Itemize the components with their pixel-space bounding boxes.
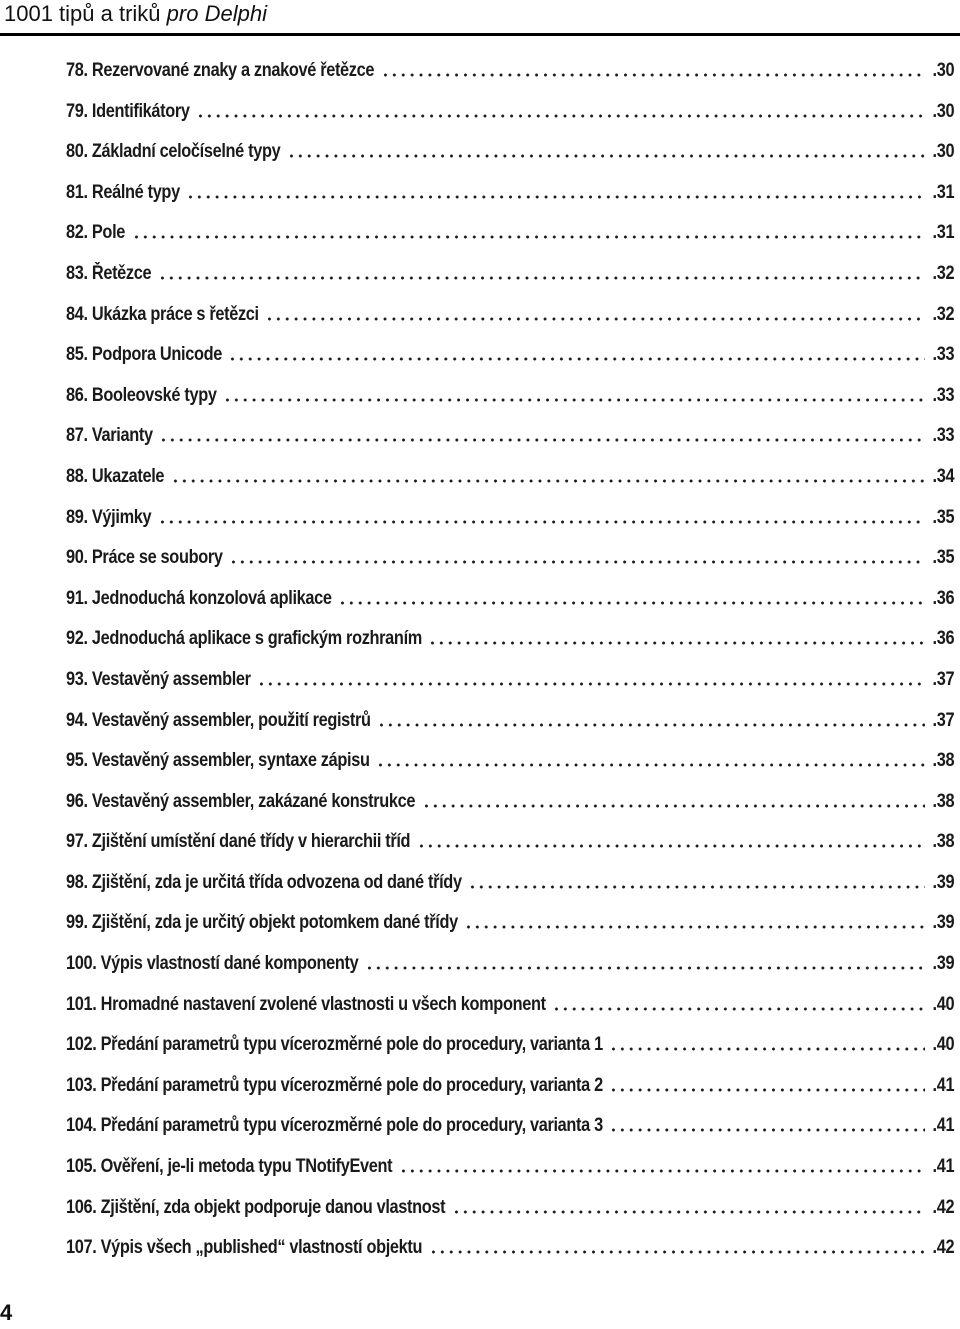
table-of-contents (66, 56, 954, 1274)
toc-entry-page: .41 (932, 1156, 954, 1178)
dot-leader (468, 870, 925, 890)
dot-leader (381, 58, 925, 78)
dot-leader (229, 545, 925, 565)
toc-entry-label: 80. Základní celočíselné typy (66, 141, 281, 163)
toc-entry-page: .35 (932, 547, 954, 569)
toc-entry-page: .33 (932, 344, 954, 366)
toc-entry (66, 381, 954, 422)
toc-entry-label-wrap (66, 1034, 603, 1056)
book-title-italic: pro Delphi (166, 1, 267, 26)
toc-entry-label-wrap (66, 669, 251, 691)
toc-entry-label: 104. Předání parametrů typu vícerozměrné pole do procedury, varianta 3 (66, 1115, 603, 1137)
toc-entry-label-wrap (66, 831, 411, 853)
toc-entry-label-wrap (66, 994, 546, 1016)
toc-entry (66, 1030, 954, 1071)
toc-entry-page: .37 (932, 709, 954, 731)
toc-entry-label-wrap (66, 872, 462, 894)
dot-leader (158, 505, 925, 525)
toc-entry (66, 56, 954, 97)
toc-entry-label: 87. Varianty (66, 425, 153, 447)
toc-entry (66, 462, 954, 503)
toc-entry-page: .36 (932, 628, 954, 650)
toc-entry (66, 868, 954, 909)
toc-entry-label-wrap (66, 507, 152, 529)
toc-entry-page: .38 (932, 790, 954, 812)
dot-leader (287, 139, 925, 159)
toc-entry-label: 95. Vestavěný assembler, syntaxe zápisu (66, 750, 370, 772)
toc-entry-page: .38 (932, 750, 954, 772)
toc-entry-label-wrap (66, 425, 153, 447)
dot-leader (422, 789, 925, 809)
toc-entry-page: .32 (932, 262, 954, 284)
toc-entry-page: .41 (932, 1074, 954, 1096)
toc-entry-page: .33 (932, 425, 954, 447)
toc-entry-page: .37 (932, 668, 954, 690)
toc-entry (66, 137, 954, 178)
toc-entry-label-wrap (66, 182, 180, 204)
toc-entry-label: 84. Ukázka práce s řetězci (66, 303, 259, 325)
toc-entry-label-wrap (66, 263, 152, 285)
toc-entry (66, 908, 954, 949)
dot-leader (609, 1032, 925, 1052)
toc-entry-label-wrap (66, 344, 222, 366)
dot-leader (223, 383, 925, 403)
toc-entry-label-wrap (66, 912, 458, 934)
toc-entry (66, 259, 954, 300)
toc-entry-label: 96. Vestavěný assembler, zakázané konstrukce (66, 790, 416, 812)
toc-entry-label: 105. Ověření, je-li metoda typu TNotifyEvent (66, 1156, 393, 1178)
toc-entry-label-wrap (66, 588, 332, 610)
toc-entry-label: 86. Booleovské typy (66, 384, 217, 406)
toc-entry-label-wrap (66, 547, 223, 569)
dot-leader (265, 302, 925, 322)
toc-entry (66, 1152, 954, 1193)
toc-entry (66, 218, 954, 259)
toc-entry-label: 79. Identifikátory (66, 100, 190, 122)
toc-entry (66, 543, 954, 584)
page-number: 4 (0, 1300, 13, 1325)
toc-entry-label-wrap (66, 953, 359, 975)
dot-leader (159, 423, 925, 443)
toc-entry-label: 101. Hromadné nastavení zvolené vlastnosti u všech komponent (66, 993, 546, 1015)
toc-entry (66, 1071, 954, 1112)
toc-entry (66, 503, 954, 544)
toc-entry-page: .39 (932, 912, 954, 934)
toc-entry-page: .32 (932, 303, 954, 325)
dot-leader (452, 1195, 925, 1215)
dot-leader (171, 464, 925, 484)
toc-entry-label-wrap (66, 628, 422, 650)
toc-entry (66, 827, 954, 868)
toc-entry-label: 97. Zjištění umístění dané třídy v hierarchii tříd (66, 831, 411, 853)
toc-entry-page: .35 (932, 506, 954, 528)
dot-leader (186, 180, 925, 200)
dot-leader (464, 910, 925, 930)
toc-entry-label-wrap (66, 1075, 603, 1097)
dot-leader (158, 261, 925, 281)
toc-entry (66, 746, 954, 787)
toc-entry-label: 102. Předání parametrů typu vícerozměrné pole do procedury, varianta 1 (66, 1034, 603, 1056)
toc-entry-label: 81. Reálné typy (66, 181, 180, 203)
toc-entry-page: .34 (932, 465, 954, 487)
toc-entry-label-wrap (66, 466, 165, 488)
toc-entry (66, 300, 954, 341)
dot-leader (417, 829, 925, 849)
toc-entry (66, 787, 954, 828)
toc-entry-page: .42 (932, 1196, 954, 1218)
dot-leader (609, 1113, 925, 1133)
toc-entry-page: .30 (932, 100, 954, 122)
dot-leader (132, 220, 925, 240)
toc-entry (66, 340, 954, 381)
toc-entry-page: .39 (932, 871, 954, 893)
toc-entry-page: .31 (932, 222, 954, 244)
toc-entry (66, 1111, 954, 1152)
toc-entry-label: 91. Jednoduchá konzolová aplikace (66, 587, 332, 609)
toc-entry (66, 1233, 954, 1274)
toc-entry-label-wrap (66, 101, 190, 123)
toc-entry-label: 94. Vestavěný assembler, použití registrů (66, 709, 371, 731)
toc-entry (66, 949, 954, 990)
toc-entry-page: .33 (932, 384, 954, 406)
toc-entry-label-wrap (66, 1115, 603, 1137)
header-rule (0, 33, 960, 36)
toc-entry-page: .40 (932, 993, 954, 1015)
dot-leader (399, 1154, 925, 1174)
toc-entry-label-wrap (66, 791, 416, 813)
toc-entry-label-wrap (66, 222, 126, 244)
toc-entry-label-wrap (66, 60, 375, 82)
toc-entry (66, 1193, 954, 1234)
dot-leader (429, 1235, 925, 1255)
toc-entry-label: 83. Řetězce (66, 262, 152, 284)
toc-entry-label-wrap (66, 1237, 423, 1259)
toc-entry-page: .41 (932, 1115, 954, 1137)
toc-entry-label: 78. Rezervované znaky a znakové řetězce (66, 60, 375, 81)
toc-entry-label-wrap (66, 750, 370, 772)
dot-leader (376, 748, 925, 768)
dot-leader (552, 992, 925, 1012)
toc-entry-label-wrap (66, 710, 371, 732)
toc-entry (66, 421, 954, 462)
book-title (4, 1, 267, 27)
toc-entry-label: 85. Podpora Unicode (66, 344, 222, 366)
toc-entry-label: 98. Zjištění, zda je určitá třída odvozena od dané třídy (66, 871, 462, 893)
toc-entry-page: .40 (932, 1034, 954, 1056)
toc-entry-page: .39 (932, 953, 954, 975)
toc-entry-label-wrap (66, 385, 217, 407)
toc-entry-label: 103. Předání parametrů typu vícerozměrné pole do procedury, varianta 2 (66, 1074, 603, 1096)
toc-entry-page: .30 (932, 141, 954, 163)
dot-leader (257, 667, 925, 687)
dot-leader (365, 951, 925, 971)
toc-entry-label-wrap (66, 1156, 393, 1178)
toc-entry-label: 100. Výpis vlastností dané komponenty (66, 953, 359, 975)
toc-entry-page: .38 (932, 831, 954, 853)
toc-entry-label: 89. Výjimky (66, 506, 152, 528)
toc-entry-label-wrap (66, 304, 259, 326)
toc-entry-page: .30 (932, 60, 954, 81)
toc-entry-label: 88. Ukazatele (66, 465, 165, 487)
toc-entry (66, 178, 954, 219)
toc-entry (66, 624, 954, 665)
book-title-main: 1001 tipů a triků (4, 1, 167, 26)
toc-entry (66, 97, 954, 138)
dot-leader (338, 586, 925, 606)
dot-leader (228, 342, 925, 362)
toc-entry-label: 107. Výpis všech „published“ vlastností objektu (66, 1237, 423, 1259)
toc-entry-label-wrap (66, 1197, 446, 1219)
toc-entry (66, 706, 954, 747)
toc-entry (66, 665, 954, 706)
toc-entry-page: .36 (932, 587, 954, 609)
toc-entry-page: .42 (932, 1237, 954, 1259)
dot-leader (609, 1073, 925, 1093)
toc-entry (66, 990, 954, 1031)
toc-entry-label: 92. Jednoduchá aplikace s grafickým rozhraním (66, 628, 422, 650)
page-header (0, 0, 960, 36)
dot-leader (196, 99, 925, 119)
dot-leader (428, 626, 925, 646)
toc-entry-page: .31 (932, 181, 954, 203)
toc-entry-label: 99. Zjištění, zda je určitý objekt potomkem dané třídy (66, 912, 458, 934)
toc-entry-label: 106. Zjištění, zda objekt podporuje danou vlastnost (66, 1196, 446, 1218)
toc-entry-label: 93. Vestavěný assembler (66, 668, 251, 690)
toc-entry-label: 90. Práce se soubory (66, 547, 223, 569)
toc-entry (66, 584, 954, 625)
dot-leader (377, 708, 925, 728)
toc-entry-label: 82. Pole (66, 222, 126, 244)
toc-entry-label-wrap (66, 141, 281, 163)
